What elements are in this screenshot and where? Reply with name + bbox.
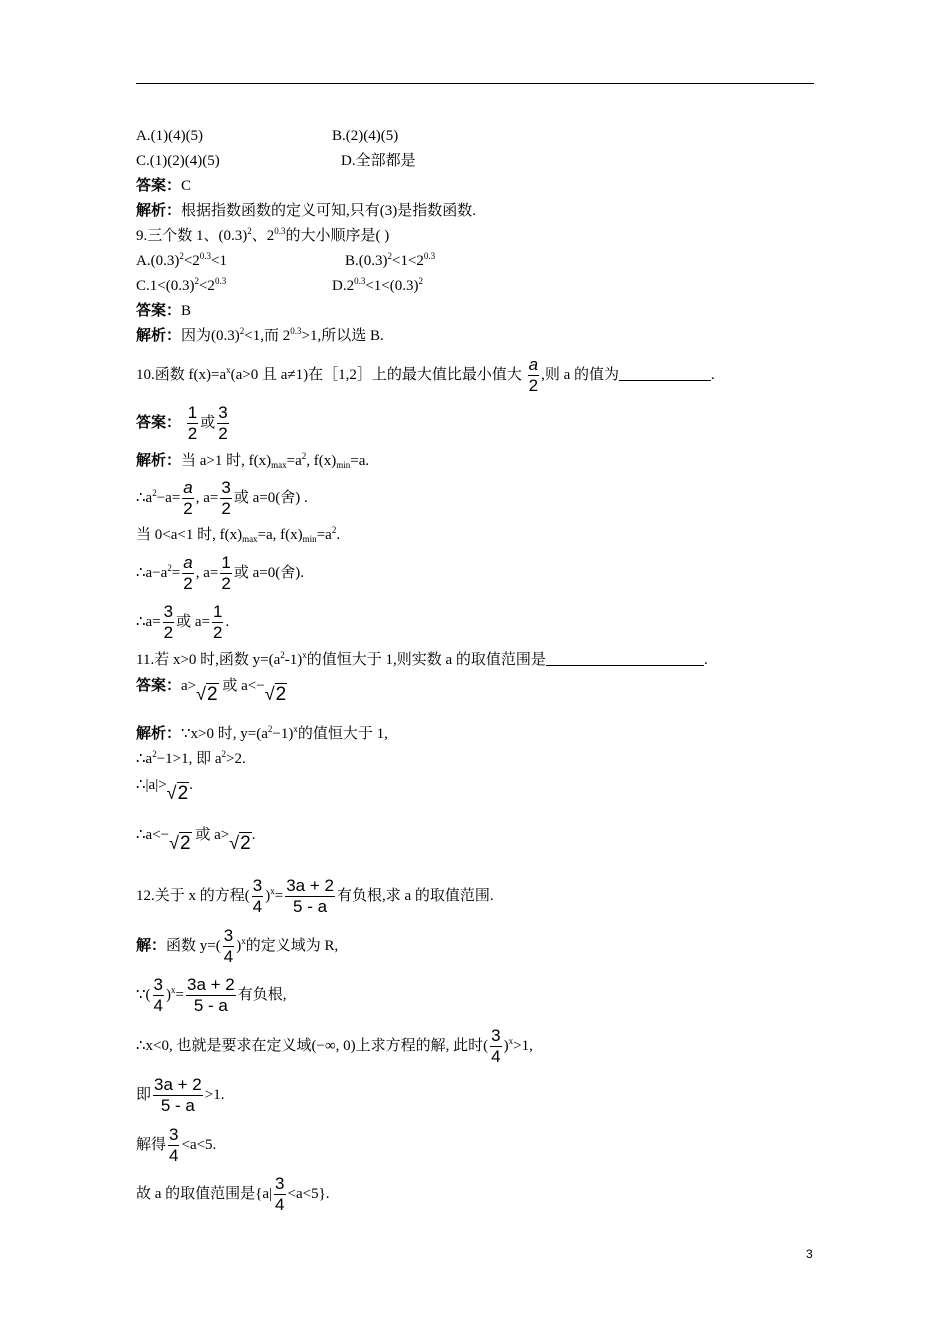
answer-blank [619,368,711,381]
q11-explanation-line-2: $\therefore a^2-1>1$, 即 $a^2>2$. [136,749,246,767]
q9-options-row-2 [136,276,424,295]
q12-solution-line-5: 解得 $\frac{3}{4}$ <a<5. [136,1125,217,1166]
q8-explanation: 解析：根据指数函数的定义可知,只有(3)是指数函数. [136,203,477,219]
q10-explanation-line-2: $\therefore a^2-a=$ $\frac{a}{2}$ , a= $\frac{3}{2}$ 或 a=0(舍) . [136,478,308,519]
q12-solution-line-2: ∵( $\frac{3}{4}$ )$^x$= $\frac{3a + 2}{5 - a}$ 有负根, [136,975,287,1016]
sqrt-2: √2 [264,684,287,705]
q8-option-a: A.(1)(4)(5) [136,128,204,144]
q12-stem: 12.关于 x 的方程( $\frac{3}{4}$ )$^x$= $\frac{3a + 2}{5 - a}$ 有负根,求 a 的取值范围. [136,876,494,917]
q11-explanation-line-4: ∴a<−√2 或 a>√2. [136,827,256,854]
q9-stem: 9.三个数 1、$(0.3)^2$、$2^{0.3}$的大小顺序是( ) [136,226,390,244]
q8-option-c: C.(1)(2)(4)(5) [136,153,220,169]
q10-explanation-line-5: ∴a= $\frac{3}{2}$ 或 a= $\frac{1}{2}$ . [136,602,230,643]
header-rule [136,83,814,84]
q10-explanation-line-3: 当 0<a<1 时, $f(x)_{max}=a$, $f(x)_{min}=a^2$. [136,525,341,544]
q9-answer: 答案：B [136,303,192,319]
q9-option-b: $B.(0.3)^2<1<2^{0.3}$ [345,251,436,269]
q12-solution-line-1: 解：函数 y=( $\frac{3}{4}$ )$^x$的定义域为 R, [136,926,339,967]
q8-options-row-1 [136,127,399,145]
q8-options-row-2 [136,152,416,170]
q10-explanation-line-4: $\therefore a-a^2=$ $\frac{a}{2}$ , a= $\frac{1}{2}$ 或 a=0(舍). [136,553,304,594]
fraction-a-over-2: $\frac{a}{2}$ [528,355,539,396]
q10-stem: 10.函数 $f(x)=a^x(a>0$ 且 a≠1)在［1,2］上的最大值比最小值大 $\frac{a}{2}$ ,则 a 的值为 . [136,355,715,396]
q11-answer: 答案：a>√2 或 a<−√2 [136,678,287,705]
q12-solution-line-6: 故 a 的取值范围是{a| $\frac{3}{4}$ <a<5}. [136,1174,330,1215]
q9-option-c: $C.1<(0.3)^2<2^{0.3}$ [136,276,227,294]
q12-solution-line-4: 即 $\frac{3a + 2}{5 - a}$ >1. [136,1075,225,1116]
q11-explanation-line-1: 解析：∵x>0 时, $y=(a^2-1)^x$的值恒大于 1, [136,724,388,742]
q9-option-a: $A.(0.3)^2<2^{0.3}<1$ [136,251,228,269]
q9-explanation: 解析：因为$(0.3)^2<1$,而 $2^{0.3}>1$,所以选 B. [136,326,384,344]
q12-solution-line-3: ∴x<0, 也就是要求在定义域(−∞, 0)上求方程的解, 此时( $\frac{3}{4}$ )$^x$>1, [136,1026,533,1067]
q10-explanation-line-1: 解析：当 a>1 时, $f(x)_{max}=a^2$, $f(x)_{min}=a$. [136,451,370,470]
q10-answer: 答案： $\frac{1}{2}$ 或 $\frac{3}{2}$ [136,403,228,444]
answer-blank [546,653,704,666]
page-number: 3 [806,1247,813,1261]
q8-option-b: B.(2)(4)(5) [332,128,399,144]
q11-explanation-line-3: ∴|a|>√2. [136,777,193,804]
q9-options-row-1 [136,251,436,270]
q8-answer: 答案：C [136,178,192,194]
q9-option-d: $D.2^{0.3}<1<(0.3)^2$ [332,276,424,294]
sqrt-2: √2 [196,684,218,705]
q11-stem: 11.若 x>0 时,函数 $y=(a^2-1)^x$的值恒大于 1,则实数 a 的取值范围是 . [136,650,708,668]
q8-option-d: D.全部都是 [341,153,416,169]
